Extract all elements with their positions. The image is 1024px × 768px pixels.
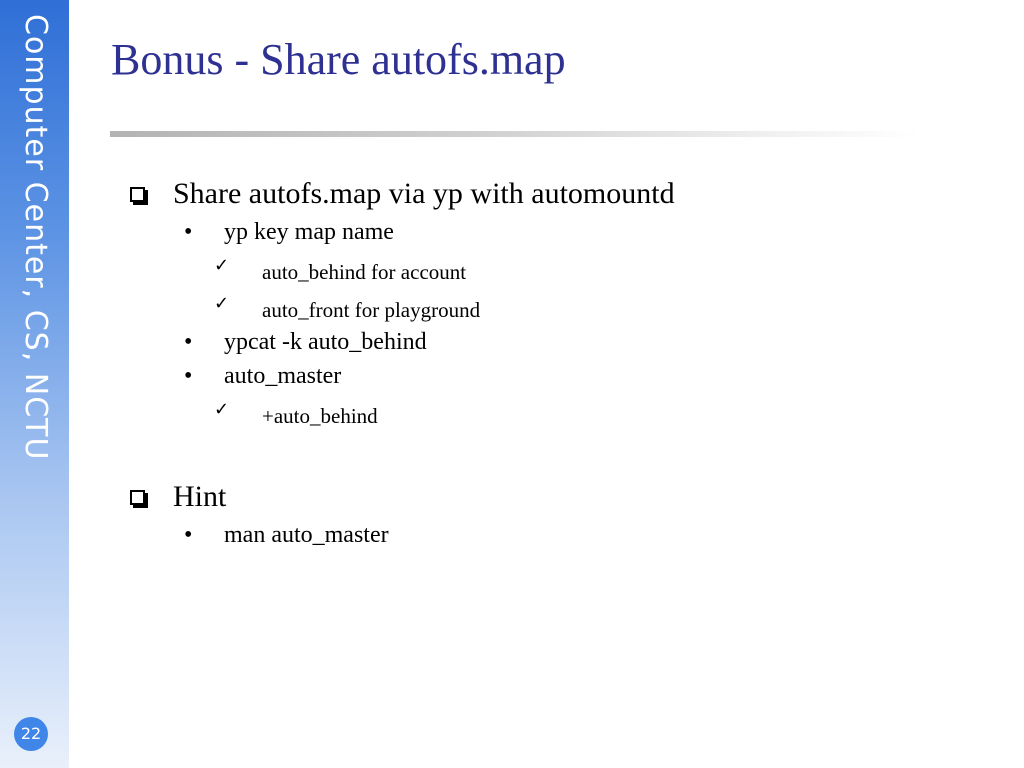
checkmark-icon: ✓ [214,399,230,420]
check-item-text: auto_front for playground [262,298,481,322]
list-item-text: ypcat -k auto_behind [224,329,427,355]
checkmark-icon: ✓ [214,293,230,314]
check-item-text: +auto_behind [262,404,378,428]
list-item-text: man auto_master [224,522,389,548]
sidebar-label: Computer Center, CS, NCTU [18,14,53,461]
slide-title: Bonus - Share autofs.map [111,35,566,84]
list-item-text: auto_master [224,363,342,389]
square-bullet-icon [130,490,145,505]
check-item-text: auto_behind for account [262,260,467,284]
bullet-icon: • [184,329,193,355]
bullet-icon: • [184,363,193,389]
section-heading-text: Share autofs.map via yp with automountd [173,177,675,210]
page-number-badge: 22 [14,717,48,751]
square-bullet-icon [130,187,145,202]
section-heading-text: Hint [173,480,227,513]
bullet-icon: • [184,522,193,548]
checkmark-icon: ✓ [214,255,230,276]
bullet-icon: • [184,219,193,245]
list-item-text: yp key map name [224,219,394,245]
